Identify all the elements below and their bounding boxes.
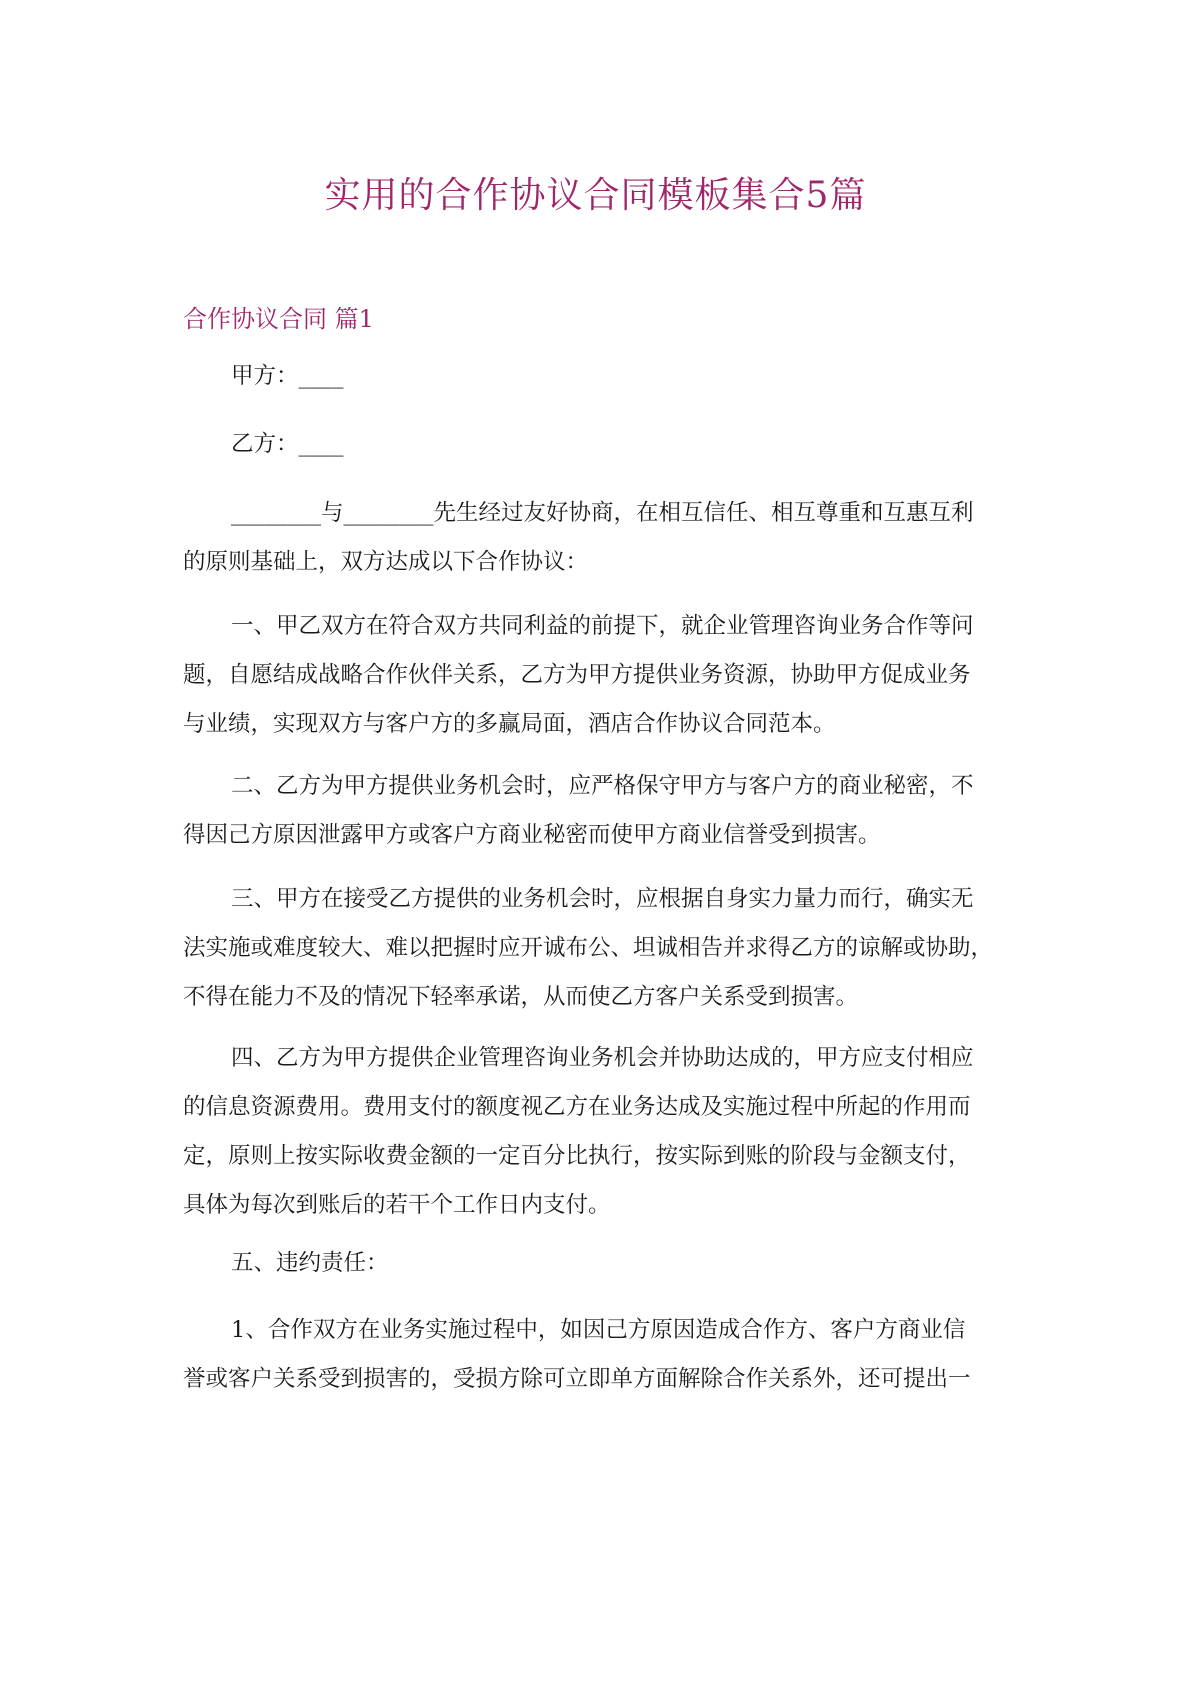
paragraph-line: 二、乙方为甲方提供业务机会时，应严格保守甲方与客户方的商业秘密，不: [231, 773, 974, 799]
paragraph-line: 定，原则上按实际收费金额的一定百分比执行，按实际到账的阶段与金额支付，: [183, 1143, 971, 1169]
party-b-text: 乙方：____: [231, 431, 344, 457]
paragraph-line: 誉或客户关系受到损害的，受损方除可立即单方面解除合作关系外，还可提出一: [183, 1366, 971, 1392]
clause-5-1-paragraph: [183, 1306, 1017, 1404]
paragraph-line: 三、甲方在接受乙方提供的业务机会时，应根据自身实力量力而行，确实无: [231, 886, 974, 912]
clause-2-paragraph: [183, 762, 1017, 860]
clause-3-paragraph: [183, 875, 1017, 1022]
party-b-line: [183, 420, 1017, 469]
page-title: 实用的合作协议合同模板集合5篇: [324, 175, 867, 216]
party-a-line: [183, 352, 1017, 401]
paragraph-line: 与业绩，实现双方与客户方的多赢局面，酒店合作协议合同范本。: [183, 711, 836, 737]
paragraph-line: 不得在能力不及的情况下轻率承诺，从而使乙方客户关系受到损害。: [183, 984, 859, 1010]
clause-5-heading: [183, 1239, 1017, 1288]
paragraph-line: 的信息资源费用。费用支付的额度视乙方在业务达成及实施过程中所起的作用而: [183, 1094, 971, 1120]
paragraph-line: ________与________先生经过友好协商，在相互信任、相互尊重和互惠互利: [231, 500, 974, 526]
paragraph-line: 法实施或难度较大、难以把握时应开诚布公、坦诚相告并求得乙方的谅解或协助，: [183, 935, 994, 961]
party-a-text: 甲方：____: [231, 363, 344, 389]
paragraph-line: 1、合作双方在业务实施过程中，如因己方原因造成合作方、客户方商业信: [231, 1317, 966, 1343]
section-heading: 合作协议合同 篇1: [183, 305, 374, 333]
paragraph-line: 的原则基础上，双方达成以下合作协议：: [183, 549, 589, 575]
paragraph-line: 题，自愿结成战略合作伙伴关系，乙方为甲方提供业务资源，协助甲方促成业务: [183, 662, 971, 688]
paragraph-line: 一、甲乙双方在符合双方共同利益的前提下，就企业管理咨询业务合作等问: [231, 613, 974, 639]
paragraph-line: 四、乙方为甲方提供企业管理咨询业务机会并协助达成的，甲方应支付相应: [231, 1045, 974, 1071]
intro-paragraph: [183, 489, 1017, 587]
paragraph-line: 具体为每次到账后的若干个工作日内支付。: [183, 1192, 611, 1218]
clause-4-paragraph: [183, 1034, 1017, 1230]
clause-heading-text: 五、违约责任：: [231, 1250, 389, 1276]
clause-1-paragraph: [183, 602, 1017, 749]
paragraph-line: 得因己方原因泄露甲方或客户方商业秘密而使甲方商业信誉受到损害。: [183, 822, 881, 848]
